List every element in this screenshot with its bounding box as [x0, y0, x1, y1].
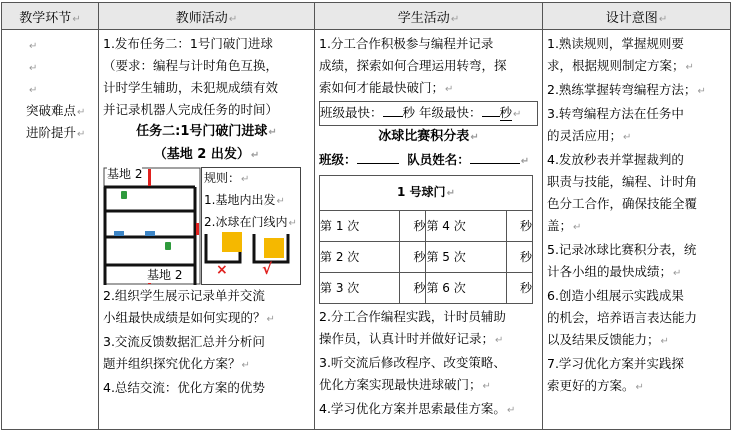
teacher-activity-cell: 1.发布任务二：1号门破门进球 （要求：编程与计时角色互换， 计时学生辅助，未犯规成绩有效 并记录机器人完成任务的时间） 任务二:1号门破门进球↵ （基地 2 出发）↵ 基地 2 基地 2 规则：↵ 1.基地内出发↵ 2.冰球在门线内↵ × √ 2.组织学生展示记录单并交流 小组最快成绩是如何实现的？↵ 3.交流反馈数据汇总并分析问 题并组织探究优化方案？↵ 4.总结交流：优化方案的优势 — [99, 30, 315, 430]
seconds-cell[interactable]: 秒 — [400, 273, 426, 304]
base-label-top: 基地 2 — [107, 167, 143, 181]
fastest-grade-label: 年级最快： — [419, 105, 482, 120]
teacher-line: 3.交流反馈数据汇总并分析问 — [103, 334, 265, 349]
design-line: 求，根据规则制定方案；↵ — [547, 58, 694, 73]
task-subtitle: （基地 2 出发） — [153, 147, 250, 162]
student-line: 优化方案实现最快进球破门；↵ — [319, 377, 491, 392]
attempt-cell: 第 5 次 — [426, 242, 506, 273]
seconds-cell[interactable]: 秒 — [400, 211, 426, 242]
design-line: 以及结果反馈能力；↵ — [547, 332, 669, 347]
check-icon: √ — [262, 260, 273, 278]
design-intent-cell — [543, 30, 731, 430]
attempt-cell: 第 6 次 — [426, 273, 506, 304]
fastest-class-unit: 秒 — [402, 105, 416, 120]
score-table-title: 冰球比赛积分表 — [378, 129, 470, 144]
team-label: 队员姓名： — [407, 152, 470, 167]
seconds-cell[interactable]: 秒 — [506, 211, 532, 242]
header-student-activity: 学生活动↵ — [315, 3, 543, 30]
task-diagram — [103, 167, 303, 285]
student-line: 4.学习优化方案并思索最佳方案。↵ — [319, 401, 516, 416]
student-line: 操作员，认真计时并做好记录；↵ — [319, 331, 504, 346]
fastest-record-line: 班级最快： 秒 年级最快： 秒↵ — [319, 101, 538, 126]
task-line: 1.发布任务二：1号门破门进球 — [103, 36, 273, 51]
teaching-stage-cell: ↵ ↵ ↵ 突破难点↵ 进阶提升↵ — [2, 30, 99, 430]
teacher-line: 2.组织学生展示记录单并交流 — [103, 288, 265, 303]
attempt-cell: 第 1 次 — [320, 211, 400, 242]
design-line: 5.记录冰球比赛积分表，统 — [547, 242, 697, 257]
student-activity-cell: 1.分工合作积极参与编程并记录 成绩，探索如何合理运用转弯，探 索如何才能最快破门；↵ 班级最快： 秒 年级最快： 秒↵ 冰球比赛积分表↵ 班级： 队员姓名： ↵ 1 号球门↵ 第 1 次 秒 第 4 次 秒 第 2 次 秒 第 5 次 秒 第 3 次 秒 第 6 次 秒 2.分工合作编程实践，计时员辅助 操作员，认真计时并做好记录；↵ 3.听交流后修改程序、改变策略、 优化方案实现最快进球破门；↵ 4.学习优化方案并思索最佳方案。↵ — [315, 30, 543, 430]
table-row — [320, 242, 533, 273]
rules-title: 规则： — [204, 171, 241, 185]
header-teacher-activity: 教师活动↵ — [99, 3, 315, 30]
student-line: 3.听交流后修改程序、改变策略、 — [319, 355, 506, 370]
gate-label-cell: 1 号球门↵ — [320, 176, 533, 211]
rules-box: 规则：↵ 1.基地内出发↵ 2.冰球在门线内↵ × √ — [201, 167, 301, 285]
design-line: 3.转弯编程方法在任务中 — [547, 106, 684, 121]
task-line: （要求：编程与计时角色互换， — [103, 58, 279, 73]
design-line: 职责与技能，编程、计时角 — [547, 174, 698, 189]
wrong-icon: × — [216, 262, 228, 278]
rule-1: 1.基地内出发 — [204, 193, 276, 207]
attempt-cell: 第 2 次 — [320, 242, 400, 273]
design-line: 的机会，培养语言表达能力 — [547, 310, 698, 325]
lesson-plan-table — [1, 2, 731, 430]
score-table — [319, 175, 533, 304]
design-line: 的灵活应用；↵ — [547, 128, 632, 143]
design-line: 6.创造小组展示实践成果 — [547, 288, 684, 303]
rule-2: 2.冰球在门线内 — [204, 215, 288, 229]
task-line: 计时学生辅助，未犯规成绩有效 — [103, 80, 279, 95]
design-line: 色分工合作，确保技能全覆 — [547, 196, 698, 211]
task-line: 并记录机器人完成任务的时间） — [103, 102, 279, 117]
design-line: 索更好的方案。↵ — [547, 378, 644, 393]
design-line: 盖；↵ — [547, 218, 582, 233]
teacher-line: 题并组织探究优化方案？↵ — [103, 356, 250, 371]
attempt-cell: 第 4 次 — [426, 211, 506, 242]
header-teaching-stage: 教学环节↵ — [2, 3, 99, 30]
gate-label: 1 号球门 — [397, 185, 446, 199]
table-header-row — [2, 3, 731, 30]
teacher-line: 小组最快成绩是如何实现的？↵ — [103, 310, 275, 325]
stage-line-1: 突破难点 — [26, 103, 77, 118]
table-row — [320, 211, 533, 242]
design-line: 7.学习优化方案并实践探 — [547, 356, 684, 371]
student-line: 1.分工合作积极参与编程并记录 — [319, 36, 494, 51]
stage-line-2: 进阶提升 — [26, 125, 77, 140]
class-label: 班级： — [319, 152, 357, 167]
design-line: 计各小组的最快成绩；↵ — [547, 264, 682, 279]
student-line: 成绩，探索如何合理运用转弯，探 — [319, 58, 507, 73]
design-line: 2.熟练掌握转弯编程方法；↵ — [547, 82, 706, 97]
seconds-cell[interactable]: 秒 — [400, 242, 426, 273]
fastest-grade-unit: 秒 — [499, 105, 513, 120]
teacher-line: 4.总结交流：优化方案的优势 — [103, 380, 265, 395]
task-title: 任务二:1号门破门进球 — [136, 124, 268, 139]
seconds-cell[interactable]: 秒 — [506, 242, 532, 273]
header-design-intent: 设计意图↵ — [543, 3, 731, 30]
base-label-bottom: 基地 2 — [147, 268, 183, 282]
content-row — [2, 30, 731, 430]
student-line: 2.分工合作编程实践，计时员辅助 — [319, 309, 506, 324]
seconds-cell[interactable]: 秒 — [506, 273, 532, 304]
design-line: 4.发放秒表并掌握裁判的 — [547, 152, 684, 167]
attempt-cell: 第 3 次 — [320, 273, 400, 304]
student-line: 索如何才能最快破门；↵ — [319, 80, 454, 95]
table-row — [320, 273, 533, 304]
fastest-class-label: 班级最快： — [320, 105, 383, 120]
design-line: 1.熟读规则，掌握规则要 — [547, 36, 684, 51]
